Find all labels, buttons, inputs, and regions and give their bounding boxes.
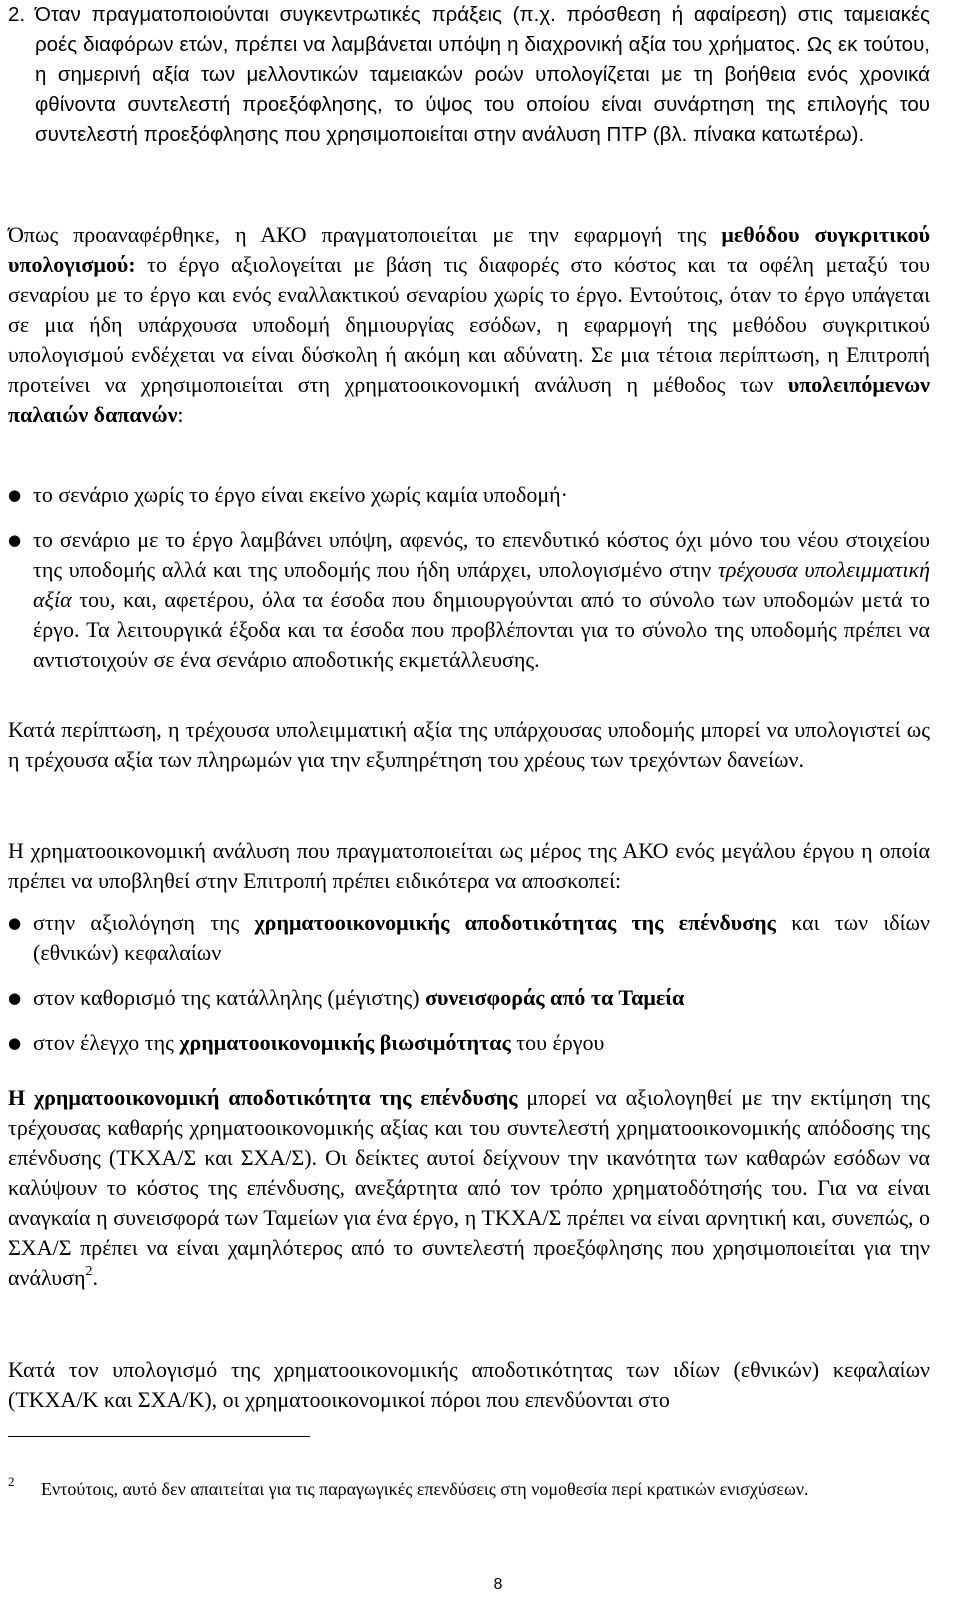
scenario-bullet-list xyxy=(8,480,930,675)
bullet-text: του, και, αφετέρου, όλα τα έσοδα που δημιουργούνται από το σύνολο των υποδομών μετά το έργο. Τα λειτουργικά έξοδα και τα έσοδα που προβλέπονται για το σύνολο της υποδομής πρέπει να αντιστοιχούν σε ένα σενάριο αποδοτικής εκμετάλλευσης. xyxy=(33,587,930,672)
footnote-number: 2 xyxy=(8,1474,15,1489)
bullet-text: στον έλεγχο της xyxy=(33,1030,180,1055)
paragraph-national-capital: Κατά τον υπολογισμό της χρηματοοικονομικής αποδοτικότητας των ιδίων (εθνικών) κεφαλαίων (ΤΚΧΑ/Κ και ΣΧΑ/Κ), οι χρηματοοικονομικοί πόροι που επενδύονται στο xyxy=(8,1357,930,1412)
footnote-reference: 2 xyxy=(85,1264,93,1279)
bullet-text: του έργου xyxy=(510,1030,605,1055)
text-run: : xyxy=(177,402,184,427)
paragraph-comparison-method xyxy=(8,220,930,430)
footnote xyxy=(8,1476,930,1503)
page-number: 8 xyxy=(493,1576,503,1593)
bullet-icon: ● xyxy=(8,989,22,1007)
text-run: μπορεί να αξιολογηθεί με την εκτίμηση της τρέχουσας καθαρής χρηματοοικονομικής αξίας και του συντελεστή χρηματοοικονομικής απόδοσης της επένδυσης (ΤΚΧΑ/Σ και ΣΧΑ/Σ). Οι δείκτες αυτοί δείχνουν την ικανότητα των καθαρών εσόδων να καλύψουν το κόστος της επένδυσης, ανεξάρτητα από τον τρόπο χρηματοδότησής του. Για να είναι αναγκαία η συνεισφορά των Ταμείων για ένα έργο, η ΤΚΧΑ/Σ πρέπει να είναι αρνητική και, συνεπώς, ο ΣΧΑ/Σ πρέπει να είναι χαμηλότερος από το συντελεστή προεξόφλησης που χρησιμοποιείται για την ανάλυση xyxy=(8,1085,930,1290)
bullet-icon: ● xyxy=(8,1034,22,1052)
bullet-text: το σενάριο με το έργο λαμβάνει υπόψη, αφενός, το επενδυτικό κόστος όχι μόνο του νέου στοιχείου της υποδομής αλλά και της υποδομής που ήδη υπάρχει, υπολογισμένο στην xyxy=(33,527,930,582)
list-item xyxy=(8,983,930,1013)
bullet-icon: ● xyxy=(8,486,22,504)
list-item xyxy=(8,480,930,510)
bullet-text: στον καθορισμό της κατάλληλης (μέγιστης) xyxy=(33,985,426,1010)
bold-term: χρηματοοικονομικής αποδοτικότητας της επένδυσης xyxy=(254,910,776,935)
bold-term: συνεισφοράς από τα Ταμεία xyxy=(425,985,685,1010)
footnote-text: Εντούτοις, αυτό δεν απαιτείται για τις παραγωγικές επενδύσεις στη νομοθεσία περί κρατικών ενισχύσεων. xyxy=(41,1479,809,1499)
item-2-text: Όταν πραγματοποιούνται συγκεντρωτικές πράξεις (π.χ. πρόσθεση ή αφαίρεση) στις ταμειακές ροές διαφόρων ετών, πρέπει να λαμβάνεται υπόψη η διαχρονική αξία του χρήματος. Ως εκ τούτου, η σημερινή αξία των μελλοντικών ταμειακών ροών υπολογίζεται με τη βοήθεια ενός χρονικά φθίνοντα συντελεστή προεξόφλησης, το ύψος του οποίου είναι συνάρτηση της επιλογής του συντελεστή προεξόφλησης που χρησιμοποιείται στην ανάλυση ΠΤΡ (βλ. πίνακα κατωτέρω). xyxy=(35,3,930,146)
italic-term-residual-value: τρέχουσα υπολειμματική αξία xyxy=(33,557,930,612)
bullet-text: και των ιδίων (εθνικών) κεφαλαίων xyxy=(33,910,930,965)
paragraph-financial-analysis: Η χρηματοοικονομική ανάλυση που πραγματοποιείται ως μέρος της ΑΚΟ ενός μεγάλου έργου η οποία πρέπει να υποβληθεί στην Επιτροπή πρέπει ειδικότερα να αποσκοπεί: xyxy=(8,838,930,893)
list-item xyxy=(8,525,930,675)
item-number: 2. xyxy=(8,3,26,26)
bold-term-residual-costs: υπολειπόμενων παλαιών δαπανών xyxy=(8,372,930,427)
list-item xyxy=(8,908,930,968)
bullet-text: στην αξιολόγηση της xyxy=(33,910,255,935)
bold-term-comparison-method: μεθόδου συγκριτικού υπολογισμού: xyxy=(8,222,931,277)
paragraph-residual-value: Κατά περίπτωση, η τρέχουσα υπολειμματική αξία της υπάρχουσας υποδομής μπορεί να υπολογιστεί ως η τρέχουσα αξία των πληρωμών για την εξυπηρέτηση του χρέους των τρεχόντων δανείων. xyxy=(8,717,930,772)
numbered-item-2 xyxy=(8,0,930,150)
footnote-separator xyxy=(8,1436,310,1437)
bold-term-profitability: Η χρηματοοικονομική αποδοτικότητα της επένδυσης xyxy=(8,1085,518,1110)
bold-term: χρηματοοικονομικής βιωσιμότητας xyxy=(179,1030,511,1055)
bullet-icon: ● xyxy=(8,531,22,549)
text-run: Όπως προαναφέρθηκε, η ΑΚΟ πραγματοποιείται με την εφαρμογή της xyxy=(8,222,722,247)
text-run: . xyxy=(92,1265,99,1290)
paragraph-investment-profitability xyxy=(8,1083,930,1293)
list-item xyxy=(8,1028,930,1058)
text-run: το έργο αξιολογείται με βάση τις διαφορές στο κόστος και τα οφέλη μεταξύ του σεναρίου με το έργο και ενός εναλλακτικού σεναρίου χωρίς το έργο. Εντούτοις, όταν το έργο υπάγεται σε μια ήδη υπάρχουσα υποδομή δημιουργίας εσόδων, η εφαρμογή της μεθόδου συγκριτικού υπολογισμού ενδέχεται να είναι δύσκολη ή ακόμη και αδύνατη. Σε μια τέτοια περίπτωση, η Επιτροπή προτείνει να χρησιμοποιείται στη χρηματοοικονομική ανάλυση η μέθοδος των xyxy=(8,252,930,397)
objectives-bullet-list xyxy=(8,908,930,1058)
bullet-icon: ● xyxy=(8,914,22,932)
bullet-text: το σενάριο χωρίς το έργο είναι εκείνο χωρίς καμία υποδομή· xyxy=(33,482,568,507)
